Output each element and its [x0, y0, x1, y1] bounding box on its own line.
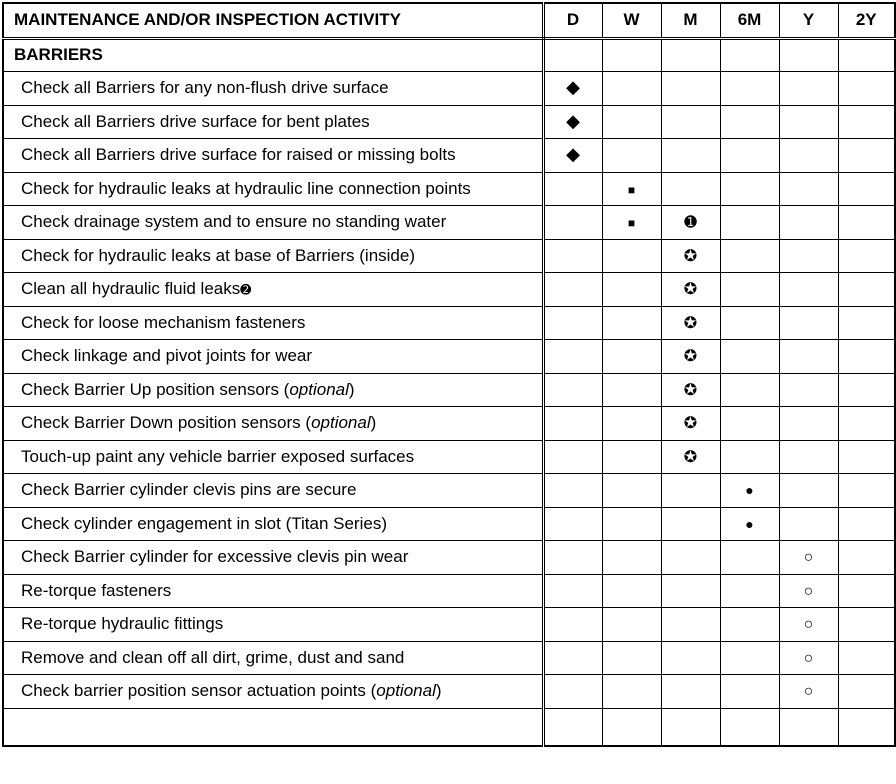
diamond-icon: ◆: [566, 110, 580, 131]
ring-icon: ○: [803, 649, 814, 667]
dot-icon: ●: [745, 515, 754, 532]
square-icon: ■: [627, 182, 636, 197]
frequency-cell-yearly: [779, 206, 838, 240]
table-row: [3, 507, 895, 541]
frequency-cell-yearly: [779, 306, 838, 340]
activity-text: Check Barrier cylinder clevis pins are secure: [21, 480, 357, 500]
frequency-cell-two-year: [838, 172, 895, 206]
maintenance-schedule-table: [2, 2, 896, 747]
frequency-cell-daily: [543, 641, 602, 675]
activity-text: Re-torque fasteners: [21, 580, 172, 600]
table-row: [3, 273, 895, 307]
frequency-cell-daily: [543, 440, 602, 474]
frequency-cell-monthly: [661, 340, 720, 374]
activity-text: Check drainage system and to ensure no standing water: [21, 212, 447, 232]
diamond-icon: ◆: [566, 77, 580, 98]
activity-text: Check all Barriers drive surface for bent plates: [21, 111, 370, 131]
frequency-cell-monthly: [661, 574, 720, 608]
frequency-cell-weekly: [602, 574, 661, 608]
frequency-cell-monthly: [661, 373, 720, 407]
ring-icon: ○: [803, 616, 814, 634]
frequency-cell-two-year: [838, 273, 895, 307]
frequency-cell-weekly: [602, 273, 661, 307]
empty-activity-cell: [3, 708, 543, 746]
frequency-cell-yearly: [779, 608, 838, 642]
frequency-cell-yearly: [779, 474, 838, 508]
frequency-cell-two-year: [838, 608, 895, 642]
frequency-cell-weekly: [602, 373, 661, 407]
activity-text: Check barrier position sensor actuation points (: [21, 681, 377, 701]
frequency-cell-two-year: [838, 139, 895, 173]
frequency-cell-daily: [543, 340, 602, 374]
frequency-cell-six-month: [720, 306, 779, 340]
frequency-cell-six-month: [720, 474, 779, 508]
frequency-cell-two-year: [838, 507, 895, 541]
dot-icon: ●: [745, 482, 754, 499]
frequency-cell-yearly: [779, 139, 838, 173]
frequency-cell-yearly: [779, 407, 838, 441]
header-activity: MAINTENANCE AND/OR INSPECTION ACTIVITY: [3, 3, 543, 38]
frequency-cell-daily: [543, 574, 602, 608]
table-row: [3, 72, 895, 106]
table-body: [3, 38, 895, 746]
frequency-cell-weekly: [602, 139, 661, 173]
frequency-cell-weekly: [602, 541, 661, 575]
activity-cell: [3, 273, 543, 307]
frequency-cell-yearly: [779, 105, 838, 139]
empty-row: [3, 708, 895, 746]
frequency-cell-six-month: [720, 105, 779, 139]
frequency-cell-two-year: [838, 72, 895, 106]
frequency-cell-daily: [543, 172, 602, 206]
frequency-cell-daily: [543, 608, 602, 642]
frequency-cell-six-month: [720, 72, 779, 106]
table-row: [3, 641, 895, 675]
frequency-cell-monthly: [661, 507, 720, 541]
frequency-cell-monthly: [661, 72, 720, 106]
table-row: [3, 105, 895, 139]
activity-cell: [3, 172, 543, 206]
frequency-cell-weekly: [602, 306, 661, 340]
activity-text: Clean all hydraulic fluid leaks: [21, 279, 241, 299]
frequency-cell-two-year: [838, 407, 895, 441]
frequency-cell-six-month: [720, 340, 779, 374]
frequency-cell-daily: [543, 507, 602, 541]
circled-star-icon: ✪: [683, 415, 698, 433]
activity-cell: [3, 340, 543, 374]
frequency-cell-two-year: [838, 574, 895, 608]
frequency-cell-two-year: [838, 641, 895, 675]
frequency-cell-two-year: [838, 373, 895, 407]
frequency-cell-six-month: [720, 574, 779, 608]
circled-star-icon: ✪: [683, 448, 698, 466]
frequency-cell-monthly: [661, 675, 720, 709]
header-two-year: 2Y: [838, 3, 895, 38]
circled-star-icon: ✪: [683, 314, 698, 332]
activity-cell: [3, 440, 543, 474]
activity-cell: [3, 105, 543, 139]
frequency-cell-monthly: [661, 239, 720, 273]
frequency-cell-daily: [543, 675, 602, 709]
frequency-cell-six-month: [720, 641, 779, 675]
frequency-cell-weekly: [602, 172, 661, 206]
activity-cell: [3, 306, 543, 340]
activity-text: Check for hydraulic leaks at hydraulic line connection points: [21, 178, 471, 198]
header-weekly: W: [602, 3, 661, 38]
frequency-cell-weekly: [602, 608, 661, 642]
table-row: [3, 574, 895, 608]
activity-text: Re-torque hydraulic fittings: [21, 614, 224, 634]
frequency-cell-weekly: [602, 474, 661, 508]
activity-italic-text: optional: [311, 413, 371, 433]
frequency-cell-six-month: [720, 139, 779, 173]
activity-text: Remove and clean off all dirt, grime, dust and sand: [21, 647, 405, 667]
frequency-cell-monthly: [661, 139, 720, 173]
activity-text: Check Barrier Up position sensors (: [21, 379, 290, 399]
frequency-cell-yearly: [779, 541, 838, 575]
frequency-cell-six-month: [720, 507, 779, 541]
header-monthly: M: [661, 3, 720, 38]
frequency-cell-monthly: [661, 306, 720, 340]
table-row: [3, 172, 895, 206]
frequency-cell-six-month: [720, 172, 779, 206]
square-icon: ■: [627, 216, 636, 231]
frequency-cell-six-month: [720, 407, 779, 441]
header-six-month: 6M: [720, 3, 779, 38]
empty-frequency-cell: [543, 708, 602, 746]
frequency-cell-monthly: [661, 541, 720, 575]
empty-frequency-cell: [602, 708, 661, 746]
frequency-cell-yearly: [779, 72, 838, 106]
section-title: BARRIERS: [3, 38, 543, 72]
activity-text: Check linkage and pivot joints for wear: [21, 346, 313, 366]
activity-cell: [3, 474, 543, 508]
table-row: [3, 440, 895, 474]
table-row: [3, 608, 895, 642]
activity-italic-text: optional: [376, 681, 436, 701]
frequency-cell-monthly: [661, 172, 720, 206]
frequency-cell-daily: [543, 407, 602, 441]
frequency-cell-monthly: [661, 440, 720, 474]
activity-suffix-text: ): [370, 413, 377, 433]
frequency-cell-yearly: [779, 239, 838, 273]
ring-icon: ○: [803, 582, 814, 600]
table-row: [3, 340, 895, 374]
frequency-cell-weekly: [602, 72, 661, 106]
activity-italic-text: optional: [289, 379, 349, 399]
frequency-cell-daily: [543, 72, 602, 106]
frequency-cell-weekly: [602, 105, 661, 139]
table-row: [3, 139, 895, 173]
frequency-cell-weekly: [602, 507, 661, 541]
frequency-cell-six-month: [720, 675, 779, 709]
frequency-cell-two-year: [838, 541, 895, 575]
frequency-cell-two-year: [838, 440, 895, 474]
frequency-cell-weekly: [602, 675, 661, 709]
activity-text: Check all Barriers drive surface for raised or missing bolts: [21, 145, 456, 165]
frequency-cell-daily: [543, 373, 602, 407]
frequency-cell-yearly: [779, 273, 838, 307]
frequency-cell-two-year: [838, 474, 895, 508]
frequency-cell-weekly: [602, 641, 661, 675]
activity-cell: [3, 206, 543, 240]
frequency-cell-two-year: [838, 206, 895, 240]
section-row: [3, 38, 895, 72]
table-row: [3, 373, 895, 407]
frequency-cell-daily: [543, 273, 602, 307]
activity-cell: [3, 407, 543, 441]
activity-text: Check for loose mechanism fasteners: [21, 312, 306, 332]
frequency-cell-six-month: [720, 373, 779, 407]
frequency-cell-monthly: [661, 407, 720, 441]
frequency-cell-daily: [543, 139, 602, 173]
frequency-cell-six-month: [720, 608, 779, 642]
diamond-icon: ◆: [566, 144, 580, 165]
empty-frequency-cell: [661, 708, 720, 746]
activity-text: Touch-up paint any vehicle barrier exposed surfaces: [21, 446, 415, 466]
empty-frequency-cell: [779, 708, 838, 746]
table-row: [3, 206, 895, 240]
activity-cell: [3, 541, 543, 575]
activity-text: Check Barrier Down position sensors (: [21, 413, 312, 433]
frequency-cell-yearly: [779, 574, 838, 608]
circled-star-icon: ✪: [683, 281, 698, 299]
frequency-cell-weekly: [602, 340, 661, 374]
frequency-cell-daily: [543, 306, 602, 340]
activity-cell: [3, 675, 543, 709]
table-row: [3, 407, 895, 441]
activity-text: Check all Barriers for any non-flush drive surface: [21, 78, 389, 98]
table-row: [3, 239, 895, 273]
frequency-cell-daily: [543, 239, 602, 273]
activity-cell: [3, 139, 543, 173]
header-row: [3, 3, 895, 38]
frequency-cell-weekly: [602, 440, 661, 474]
frequency-cell-weekly: [602, 239, 661, 273]
table-row: [3, 541, 895, 575]
empty-frequency-cell: [720, 708, 779, 746]
circled-one-icon: ➊: [684, 214, 697, 232]
ring-icon: ○: [803, 683, 814, 701]
table-row: [3, 474, 895, 508]
circled-star-icon: ✪: [683, 247, 698, 265]
frequency-cell-six-month: [720, 273, 779, 307]
empty-frequency-cell: [838, 708, 895, 746]
table-row: [3, 306, 895, 340]
frequency-cell-yearly: [779, 172, 838, 206]
frequency-cell-monthly: [661, 641, 720, 675]
frequency-cell-daily: [543, 541, 602, 575]
circled-star-icon: ✪: [683, 348, 698, 366]
frequency-cell-six-month: [720, 541, 779, 575]
frequency-cell-daily: [543, 105, 602, 139]
activity-suffix-text: ): [435, 681, 442, 701]
frequency-cell-monthly: [661, 105, 720, 139]
activity-cell: [3, 574, 543, 608]
frequency-cell-daily: [543, 206, 602, 240]
frequency-cell-yearly: [779, 641, 838, 675]
frequency-cell-two-year: [838, 239, 895, 273]
table-row: [3, 675, 895, 709]
frequency-cell-monthly: [661, 273, 720, 307]
activity-cell: [3, 507, 543, 541]
frequency-cell-weekly: [602, 206, 661, 240]
frequency-cell-daily: [543, 474, 602, 508]
activity-cell: [3, 72, 543, 106]
activity-text: Check cylinder engagement in slot (Titan Series): [21, 513, 387, 533]
activity-text: Check for hydraulic leaks at base of Barriers (inside): [21, 245, 415, 265]
activity-suffix-text: ): [348, 379, 355, 399]
activity-text: Check Barrier cylinder for excessive clevis pin wear: [21, 547, 409, 567]
activity-cell: [3, 608, 543, 642]
activity-cell: [3, 239, 543, 273]
header-yearly: Y: [779, 3, 838, 38]
activity-cell: [3, 373, 543, 407]
header-daily: D: [543, 3, 602, 38]
circled-star-icon: ✪: [683, 381, 698, 399]
frequency-cell-two-year: [838, 675, 895, 709]
ring-icon: ○: [803, 549, 814, 567]
frequency-cell-six-month: [720, 440, 779, 474]
frequency-cell-two-year: [838, 340, 895, 374]
footnote-two-icon: ➋: [240, 282, 252, 298]
frequency-cell-two-year: [838, 306, 895, 340]
frequency-cell-six-month: [720, 239, 779, 273]
frequency-cell-yearly: [779, 340, 838, 374]
frequency-cell-yearly: [779, 675, 838, 709]
frequency-cell-two-year: [838, 105, 895, 139]
frequency-cell-monthly: [661, 474, 720, 508]
frequency-cell-weekly: [602, 407, 661, 441]
frequency-cell-yearly: [779, 440, 838, 474]
frequency-cell-monthly: [661, 608, 720, 642]
frequency-cell-yearly: [779, 507, 838, 541]
frequency-cell-six-month: [720, 206, 779, 240]
frequency-cell-yearly: [779, 373, 838, 407]
frequency-cell-monthly: [661, 206, 720, 240]
activity-cell: [3, 641, 543, 675]
